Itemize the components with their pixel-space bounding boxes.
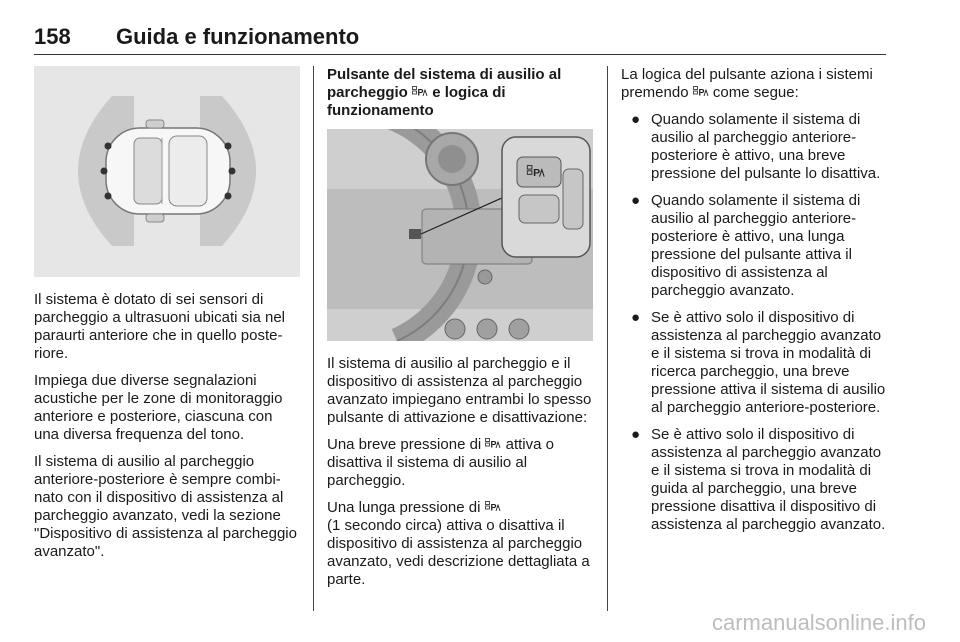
section-title: Pulsante del sistema di ausilio al parcheggio e logica di funzionamento xyxy=(327,66,562,119)
bullet-icon: ● xyxy=(631,309,641,326)
watermark: carmanualsonline.info xyxy=(711,610,926,635)
list-item: ● Se è attivo solo il dispositivo di assistenza al parcheggio avanzato e il sistema si trova in modalità di guida al parcheggio, una breve pressione disattiva il dispositivo di assistenza al parcheggio avanzato. xyxy=(631,426,886,533)
list-item: ● Se è attivo solo il dispositivo di assistenza al parcheggio avanzato e il sistema si trova in modalità di ricerca parcheggio, una breve pressione attiva il sistema di ausilio al parcheggio anteriore-posteriore. xyxy=(631,309,886,416)
column-3 xyxy=(621,66,889,543)
car-sensor-zones-illustration xyxy=(34,66,300,277)
paragraph: Il sistema è dotato di sei sensori di parcheggio a ultrasuoni ubicati sia nel paraurti anteriore che in quello posteriore. xyxy=(34,291,285,362)
paragraph: Il sistema di ausilio al parcheggio anteriore-posteriore è sempre combinato con il dispositivo di assistenza al parcheggio avanzato, vedi la sezione "Dispositivo di assistenza al parcheggio avanzato". xyxy=(34,453,297,560)
page-header xyxy=(34,24,886,58)
bullet-icon: ● xyxy=(631,111,641,128)
paragraph: La logica del pulsante aziona i sistemi premendo come segue: xyxy=(621,66,873,101)
bullet-icon: ● xyxy=(631,426,641,443)
list-item: ● Quando solamente il sistema di ausilio al parcheggio anteriore-posteriore è attivo, una lunga pressione del pulsante attiva il dispositivo di assistenza al parcheggio avanzato. xyxy=(631,192,861,299)
paragraph: Impiega due diverse segnalazioni acustiche per le zone di monitoraggio anteriore e posteriore, ciascuna con una diversa frequenza del tono. xyxy=(34,372,283,443)
column-divider-1 xyxy=(313,66,314,611)
column-divider-2 xyxy=(607,66,608,611)
bullet-icon: ● xyxy=(631,192,641,209)
column-2 xyxy=(327,66,595,598)
header-rule xyxy=(34,54,886,55)
park-assist-icon xyxy=(412,86,428,98)
dashboard-button-photo xyxy=(327,129,593,341)
park-assist-icon xyxy=(485,438,501,450)
park-assist-icon xyxy=(485,501,501,513)
paragraph: Una breve pressione di attiva o disattiva il sistema di ausilio al parcheggio. xyxy=(327,436,554,489)
column-1 xyxy=(34,66,300,570)
paragraph: Una lunga pressione di (1 secondo circa) attiva o disattiva il dispositivo di assistenza al parcheggio avanzato, vedi descrizione dettagliata a parte. xyxy=(327,499,590,588)
page-number: 158 xyxy=(34,24,71,49)
paragraph: Il sistema di ausilio al parcheggio e il dispositivo di assistenza al parcheggio avanzato impiegano entrambi lo spesso pulsante di attivazione e disattivazione: xyxy=(327,355,592,426)
chapter-title: Guida e funzionamento xyxy=(116,24,360,49)
dashboard-illustration xyxy=(327,129,593,341)
list-item: ● Quando solamente il sistema di ausilio al parcheggio anteriore-posteriore è attivo, una breve pressione del pulsante lo disattiva. xyxy=(631,111,881,182)
bullet-list xyxy=(621,111,889,534)
park-assist-icon xyxy=(693,86,709,98)
parking-sensor-diagram xyxy=(34,66,300,277)
